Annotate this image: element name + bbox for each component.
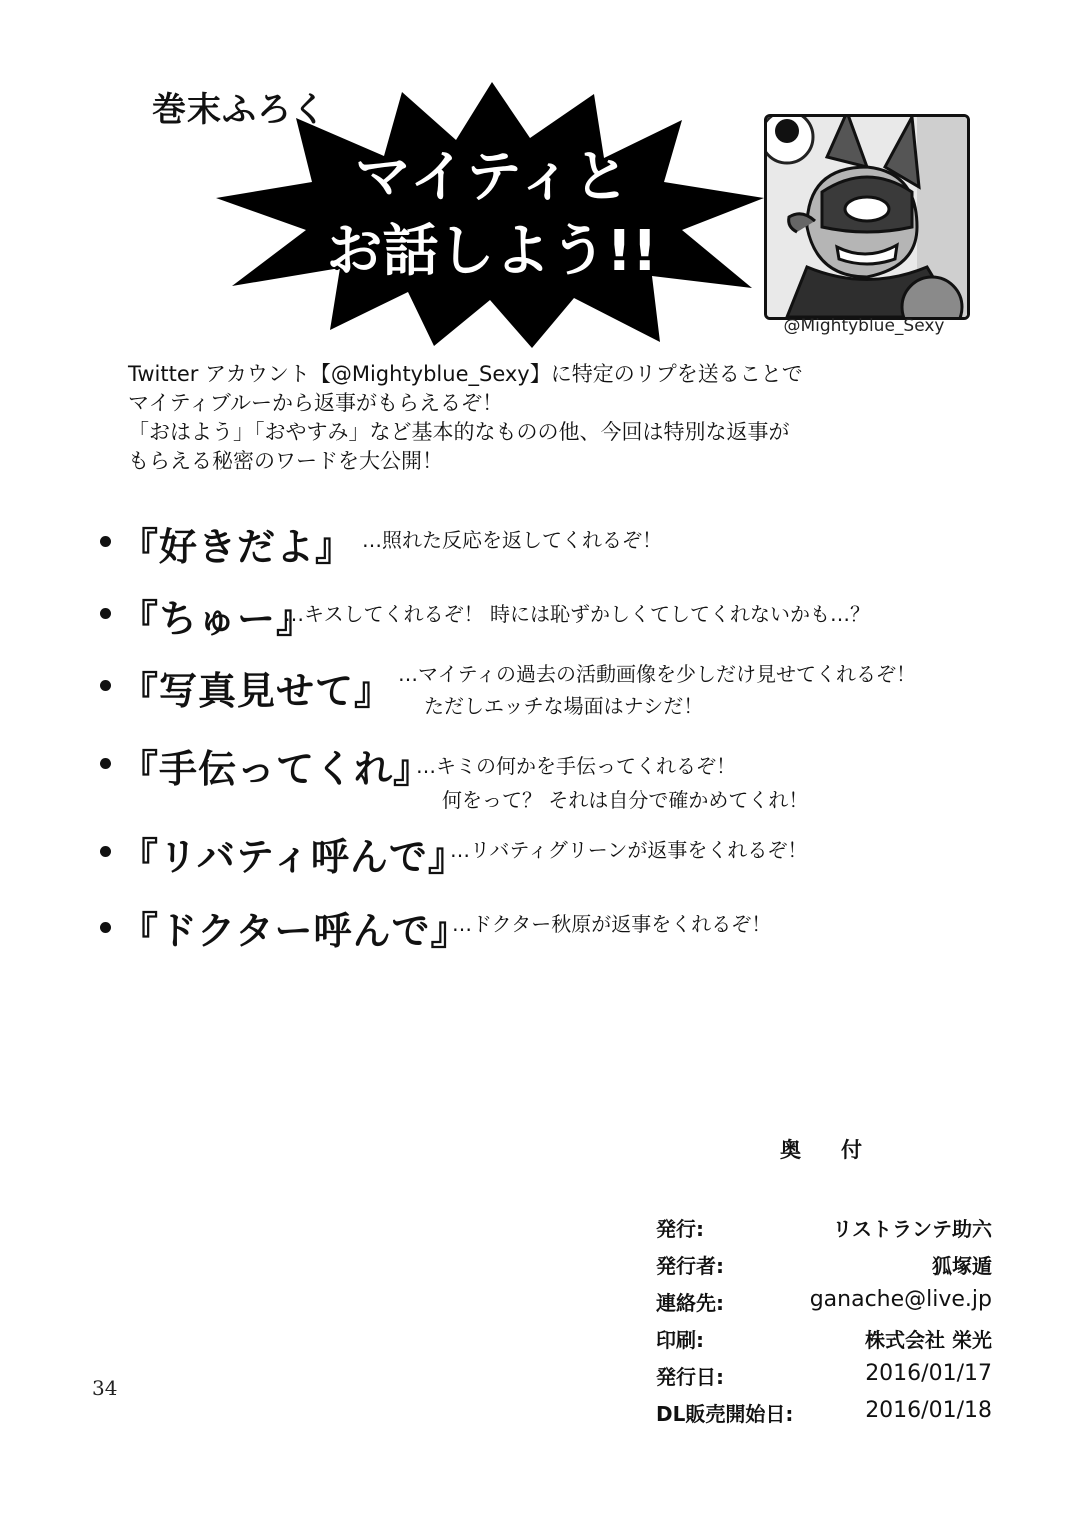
colophon-title: 奥付 — [780, 1138, 902, 1162]
keyword-description: …照れた反応を返してくれるぞ！ — [362, 528, 662, 552]
title-line-2: お話しよう!! — [326, 219, 658, 284]
colophon-value: 2016/01/17 — [865, 1361, 992, 1386]
intro-line: 「おはよう」「おやすみ」など基本的なものの他、今回は特別な返事が — [128, 420, 790, 444]
keyword-phrase: 『リバティ呼んで』 — [120, 835, 467, 879]
colophon-key: 発行日: — [656, 1365, 724, 1389]
intro-line: もらえる秘密のワードを大公開！ — [128, 449, 443, 473]
colophon-key: 発行者: — [656, 1254, 724, 1278]
colophon-key: DL販売開始日: — [656, 1402, 794, 1426]
keyword-phrase: 『手伝ってくれ』 — [120, 747, 433, 791]
page-number: 34 — [92, 1376, 118, 1400]
title-line-1: マイティと — [354, 145, 630, 210]
colophon-row — [656, 1324, 992, 1361]
keyword-description-2: 何をって？ それは自分で確かめてくれ！ — [442, 788, 809, 812]
keyword-phrase: 『写真見せて』 — [120, 669, 394, 713]
colophon-key: 発行: — [656, 1217, 704, 1241]
kicker-label: 巻末ふろく — [152, 90, 327, 130]
colophon-row — [656, 1287, 992, 1324]
colophon-row — [656, 1398, 992, 1435]
masked-wolf-icon — [767, 117, 967, 317]
colophon-value: ganache@live.jp — [809, 1287, 992, 1312]
intro-text — [128, 360, 1028, 476]
title-burst — [212, 80, 772, 350]
colophon-value: 株式会社 栄光 — [865, 1328, 992, 1352]
bullet-icon — [100, 758, 111, 769]
colophon-value: 狐塚遁 — [932, 1254, 992, 1278]
bullet-icon — [100, 846, 111, 857]
keyword-phrase: 『好きだよ』 — [120, 525, 355, 569]
intro-line: マイティブルーから返事がもらえるぞ！ — [128, 391, 504, 415]
keyword-description: …ドクター秋原が返事をくれるぞ！ — [452, 912, 772, 936]
colophon-value: 2016/01/18 — [865, 1398, 992, 1423]
keyword-phrase: 『ちゅー』 — [120, 597, 316, 641]
keyword-description: …マイティの過去の活動画像を少しだけ見せてくれるぞ！ — [398, 662, 916, 686]
title-text — [212, 80, 772, 350]
keyword-description: …キスしてくれるぞ！ 時には恥ずかしくてしてくれないかも…？ — [284, 602, 870, 626]
twitter-handle: @Mightyblue_Sexy — [783, 316, 945, 336]
colophon-row — [656, 1213, 992, 1250]
colophon-key: 連絡先: — [656, 1291, 724, 1315]
colophon-table — [656, 1213, 992, 1435]
bullet-icon — [100, 922, 111, 933]
keyword-description-2: ただしエッチな場面はナシだ！ — [424, 694, 704, 718]
colophon-row — [656, 1250, 992, 1287]
bullet-icon — [100, 536, 111, 547]
avatar — [764, 114, 970, 320]
intro-line: Twitter アカウント【@Mightyblue_Sexy】に特定のリプを送ることで — [128, 362, 803, 386]
keyword-description: …リバティグリーンが返事をくれるぞ！ — [450, 838, 808, 862]
colophon-row — [656, 1361, 992, 1398]
keyword-phrase: 『ドクター呼んで』 — [120, 909, 470, 953]
keyword-description: …キミの何かを手伝ってくれるぞ！ — [416, 754, 736, 778]
colophon-value: リストランテ助六 — [832, 1217, 992, 1241]
colophon-key: 印刷: — [656, 1328, 704, 1352]
bullet-icon — [100, 608, 111, 619]
bullet-icon — [100, 680, 111, 691]
